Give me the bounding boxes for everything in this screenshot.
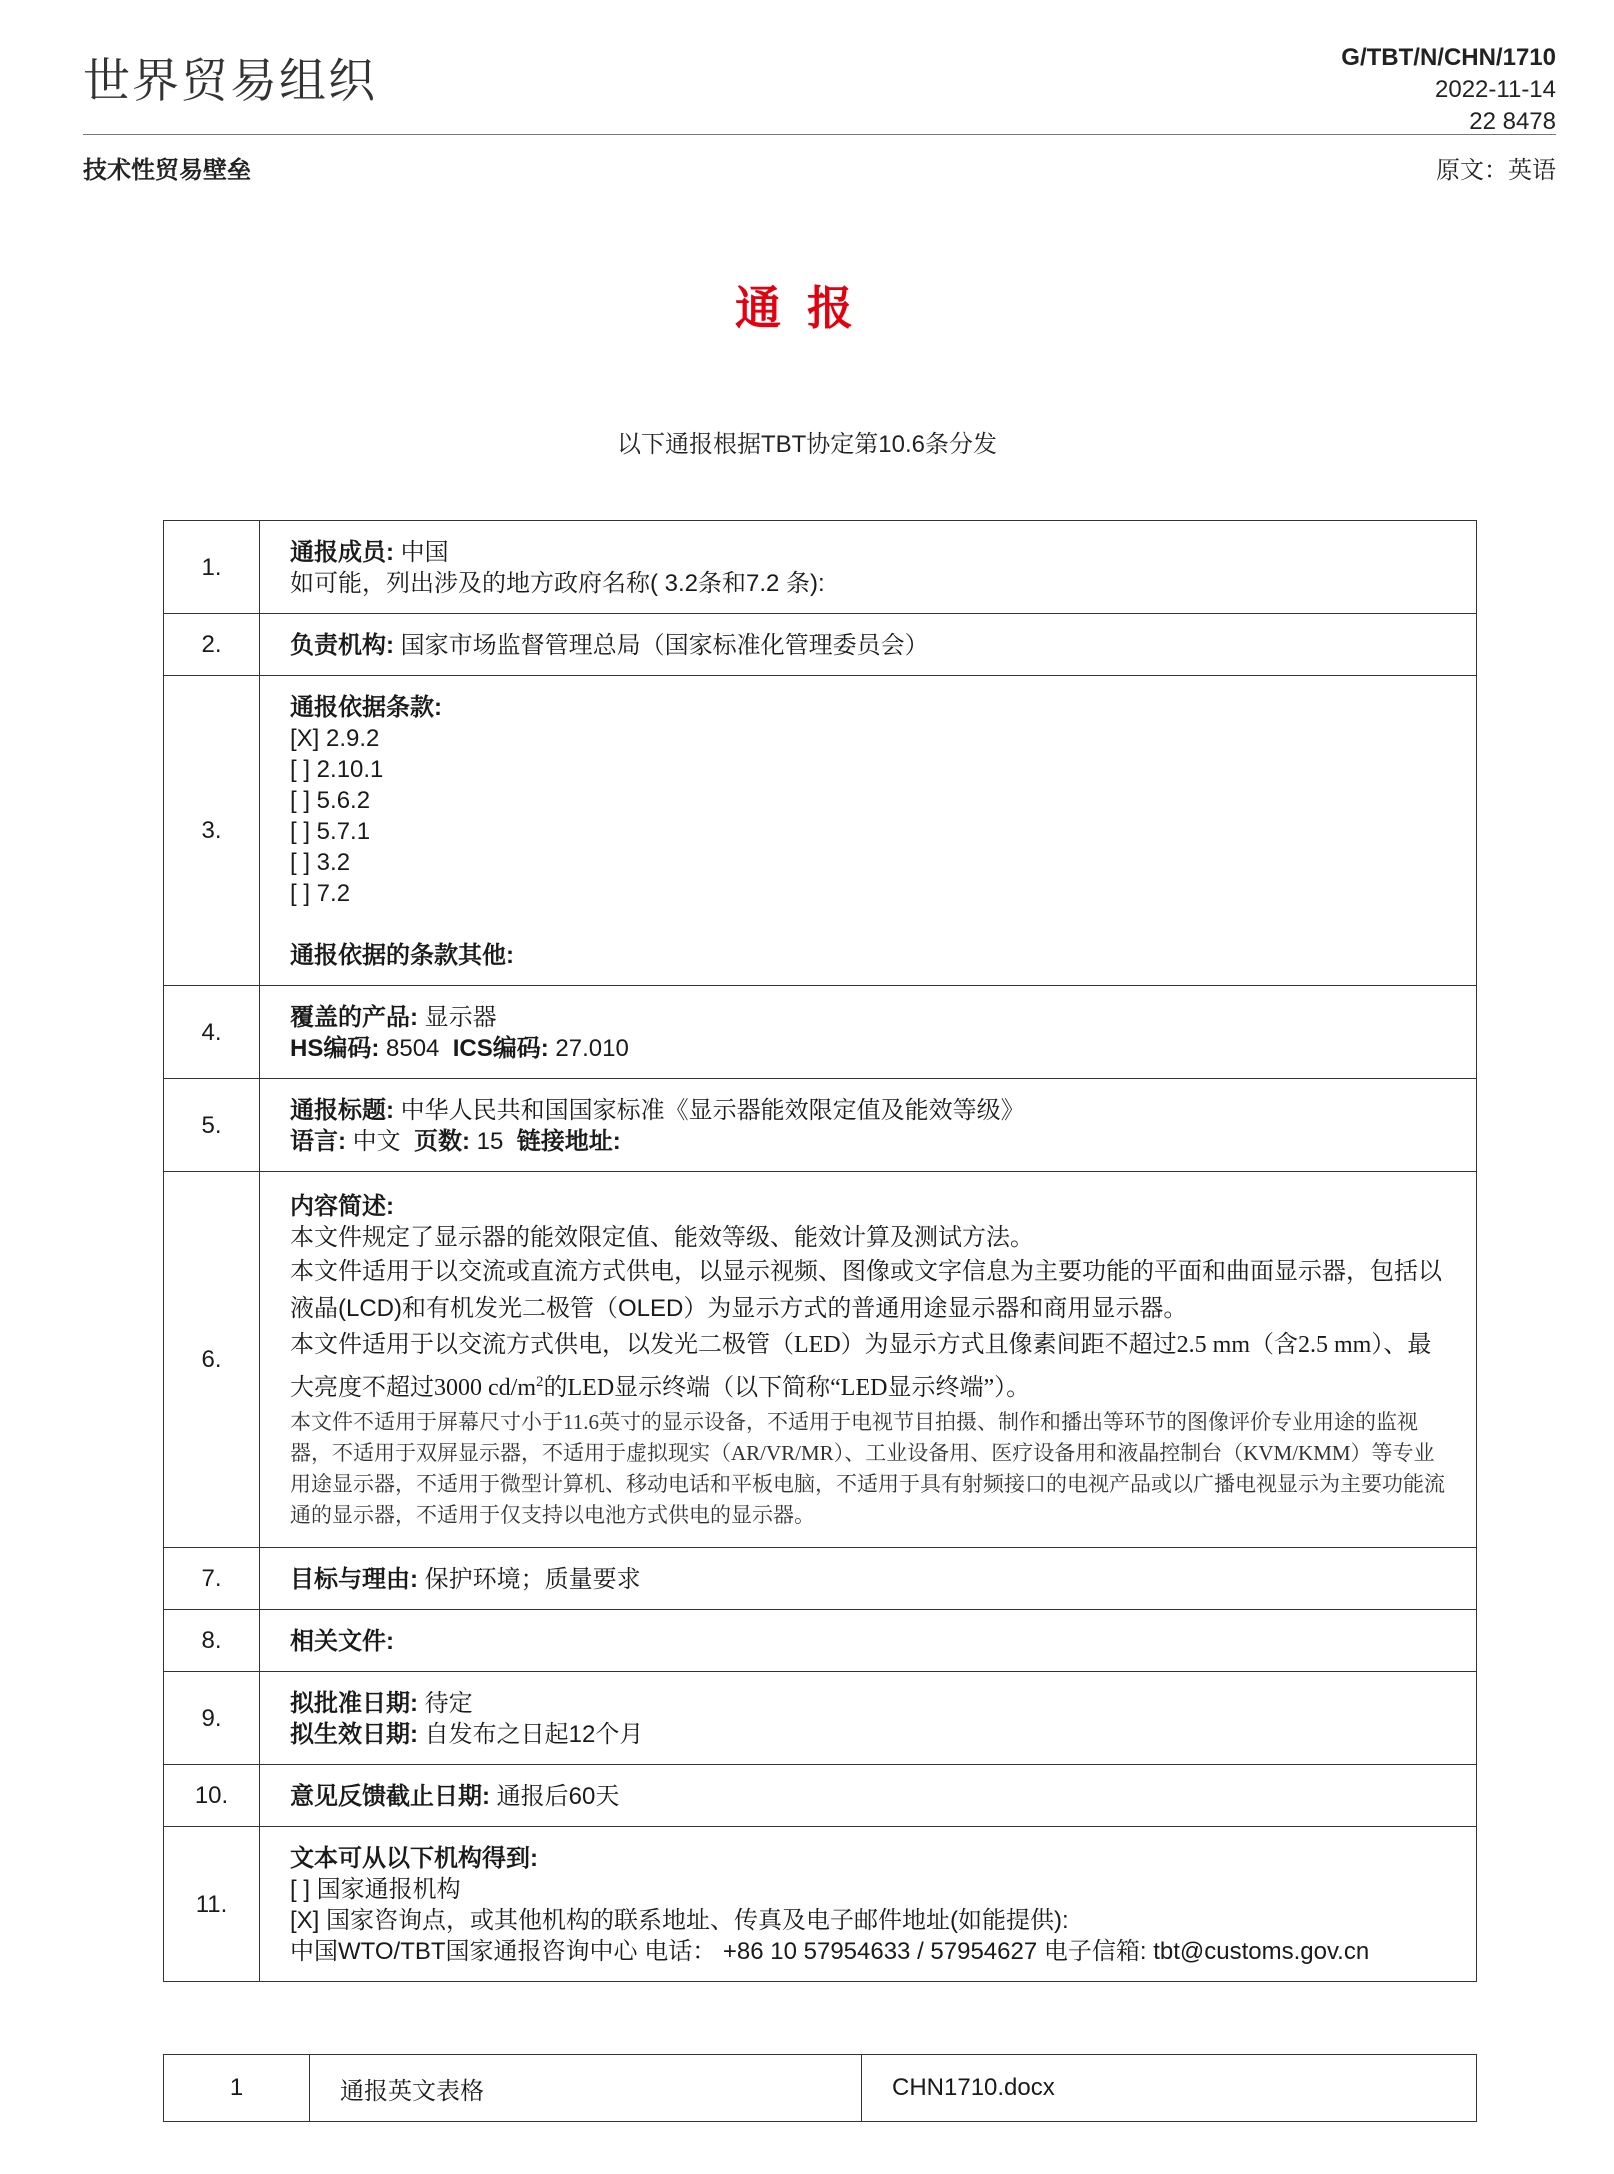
field-value: 通报后60天 xyxy=(490,1783,620,1810)
table-row xyxy=(164,1079,1477,1172)
field-label: 通报依据条款: xyxy=(290,694,442,721)
original-language: 原文：英语 xyxy=(1436,157,1556,184)
field-label: 负责机构: xyxy=(290,632,394,659)
field-label: ICS编码: xyxy=(452,1035,549,1062)
distribution-note: 以下通报根据TBT协定第10.6条分发 xyxy=(616,431,998,458)
attachment-title: 通报英文表格 xyxy=(310,2055,862,2122)
field-label: HS编码: xyxy=(290,1035,380,1062)
description-paragraph: 本文件适用于以交流方式供电，以发光二极管（LED）为显示方式且像素间距不超过2.5 mm（含2.5 mm）、最大亮度不超过3000 $cd/m^2$的LED显示终端（以下简称“LED显示终端”）。 xyxy=(290,1331,1432,1401)
table-row xyxy=(164,1672,1477,1765)
field-label: 通报标题: xyxy=(290,1097,394,1124)
field-value: 待定 xyxy=(418,1690,473,1717)
checkbox-option: [ ] 3.2 xyxy=(290,849,351,876)
table-row xyxy=(164,1548,1477,1610)
notification-table xyxy=(163,520,1477,1982)
row-number: 2. xyxy=(164,614,260,676)
table-row xyxy=(164,676,1477,986)
field-value: 8504 xyxy=(379,1035,440,1062)
field-label: 链接地址: xyxy=(516,1128,621,1155)
attachment-file-link[interactable]: CHN1710.docx xyxy=(862,2055,1477,2122)
field-value: 如可能，列出涉及的地方政府名称( 3.2条和7.2 条): xyxy=(290,570,825,597)
row-number: 11. xyxy=(164,1827,260,1982)
table-row xyxy=(164,986,1477,1079)
description-paragraph: 本文件不适用于屏幕尺寸小于11.6英寸的显示设备，不适用于电视节目拍摄、制作和播出等环节的图像评价专业用途的监视器，不适用于双屏显示器，不适用于虚拟现实（AR/VR/MR）、工业设备用、医疗设备用和液晶控制台（KVM/KMM）等专业用途显示器，不适用于微型计算机、移动电话和平板电脑，不适用于具有射频接口的电视产品或以广播电视显示为主要功能流通的显示器，不适用于仅支持以电池方式供电的显示器。 xyxy=(290,1409,1445,1527)
field-label: 页数: xyxy=(414,1128,471,1155)
row-content xyxy=(260,1079,1477,1172)
description-paragraph: 本文件规定了显示器的能效限定值、能效等级、能效计算及测试方法。 xyxy=(290,1223,1034,1251)
notice-title: 通报 xyxy=(735,281,879,335)
checkbox-option: [ ] 5.6.2 xyxy=(290,787,371,814)
checkbox-option: [ ] 5.7.1 xyxy=(290,818,371,845)
document-symbol: G/TBT/N/CHN/1710 xyxy=(1341,44,1556,71)
attachment-table xyxy=(163,2054,1477,2122)
table-row xyxy=(164,1765,1477,1827)
row-content xyxy=(260,676,1477,986)
field-label: 覆盖的产品: xyxy=(290,1004,418,1031)
row-number: 10. xyxy=(164,1765,260,1827)
row-content xyxy=(260,1172,1477,1548)
row-content xyxy=(260,521,1477,614)
row-content xyxy=(260,1765,1477,1827)
field-label: 文本可从以下机构得到: xyxy=(290,1845,538,1872)
row-number: 5. xyxy=(164,1079,260,1172)
field-label: 意见反馈截止日期: xyxy=(290,1783,490,1810)
field-value: 中国 xyxy=(394,539,449,566)
field-value: 中华人民共和国国家标准《显示器能效限定值及能效等级》 xyxy=(394,1097,1025,1124)
document-meta xyxy=(1341,42,1556,138)
table-row xyxy=(164,1172,1477,1548)
field-label: 目标与理由: xyxy=(290,1566,418,1593)
document-date: 2022-11-14 xyxy=(1435,76,1556,103)
field-label: 通报成员: xyxy=(290,539,394,566)
field-label: 拟生效日期: xyxy=(290,1721,418,1748)
description-paragraph: 本文件适用于以交流或直流方式供电，以显示视频、图像或文字信息为主要功能的平面和曲面显示器，包括以液晶(LCD)和有机发光二极管（OLED）为显示方式的普通用途显示器和商用显示器。 xyxy=(290,1257,1442,1322)
table-row xyxy=(164,1610,1477,1672)
table-row xyxy=(164,521,1477,614)
checkbox-option: [X] 2.9.2 xyxy=(290,725,380,752)
row-number: 4. xyxy=(164,986,260,1079)
row-content xyxy=(260,986,1477,1079)
row-content xyxy=(260,1672,1477,1765)
field-value: 自发布之日起12个月 xyxy=(418,1721,644,1748)
checkbox-option: [ ] 国家通报机构 xyxy=(290,1876,461,1903)
field-label: 语言: xyxy=(290,1128,346,1155)
row-content xyxy=(260,1548,1477,1610)
row-number: 8. xyxy=(164,1610,260,1672)
field-label: 通报依据的条款其他: xyxy=(290,942,514,969)
table-row xyxy=(164,614,1477,676)
row-number: 7. xyxy=(164,1548,260,1610)
checkbox-option: [X] 国家咨询点，或其他机构的联系地址、传真及电子邮件地址(如能提供): xyxy=(290,1907,1069,1934)
row-number: 1. xyxy=(164,521,260,614)
field-label: 相关文件: xyxy=(290,1628,394,1655)
field-value: 15 xyxy=(470,1128,504,1155)
field-value: 中文 xyxy=(346,1128,401,1155)
field-value: 显示器 xyxy=(418,1004,497,1031)
row-number: 3. xyxy=(164,676,260,986)
row-number: 9. xyxy=(164,1672,260,1765)
checkbox-option: [ ] 7.2 xyxy=(290,880,351,907)
table-row xyxy=(164,1827,1477,1982)
field-label: 内容简述: xyxy=(290,1192,394,1220)
row-content xyxy=(260,1827,1477,1982)
department-label: 技术性贸易壁垒 xyxy=(83,157,251,184)
row-number: 6. xyxy=(164,1172,260,1548)
field-value: 国家市场监督管理总局（国家标准化管理委员会） xyxy=(394,632,929,659)
table-row xyxy=(164,2055,1477,2122)
field-label: 拟批准日期: xyxy=(290,1690,418,1717)
checkbox-option: [ ] 2.10.1 xyxy=(290,756,384,783)
row-content xyxy=(260,614,1477,676)
attachment-number: 1 xyxy=(164,2055,310,2122)
document-ref: 22 8478 xyxy=(1469,108,1556,135)
org-title: 世界贸易组织 xyxy=(83,54,377,109)
row-content xyxy=(260,1610,1477,1672)
contact-info: 中国WTO/TBT国家通报咨询中心 电话： +86 10 57954633 / 57954627 电子信箱: tbt@customs.gov.cn xyxy=(290,1938,1370,1965)
field-value: 27.010 xyxy=(548,1035,629,1062)
header-divider xyxy=(83,134,1556,135)
field-value: 保护环境；质量要求 xyxy=(418,1566,641,1593)
